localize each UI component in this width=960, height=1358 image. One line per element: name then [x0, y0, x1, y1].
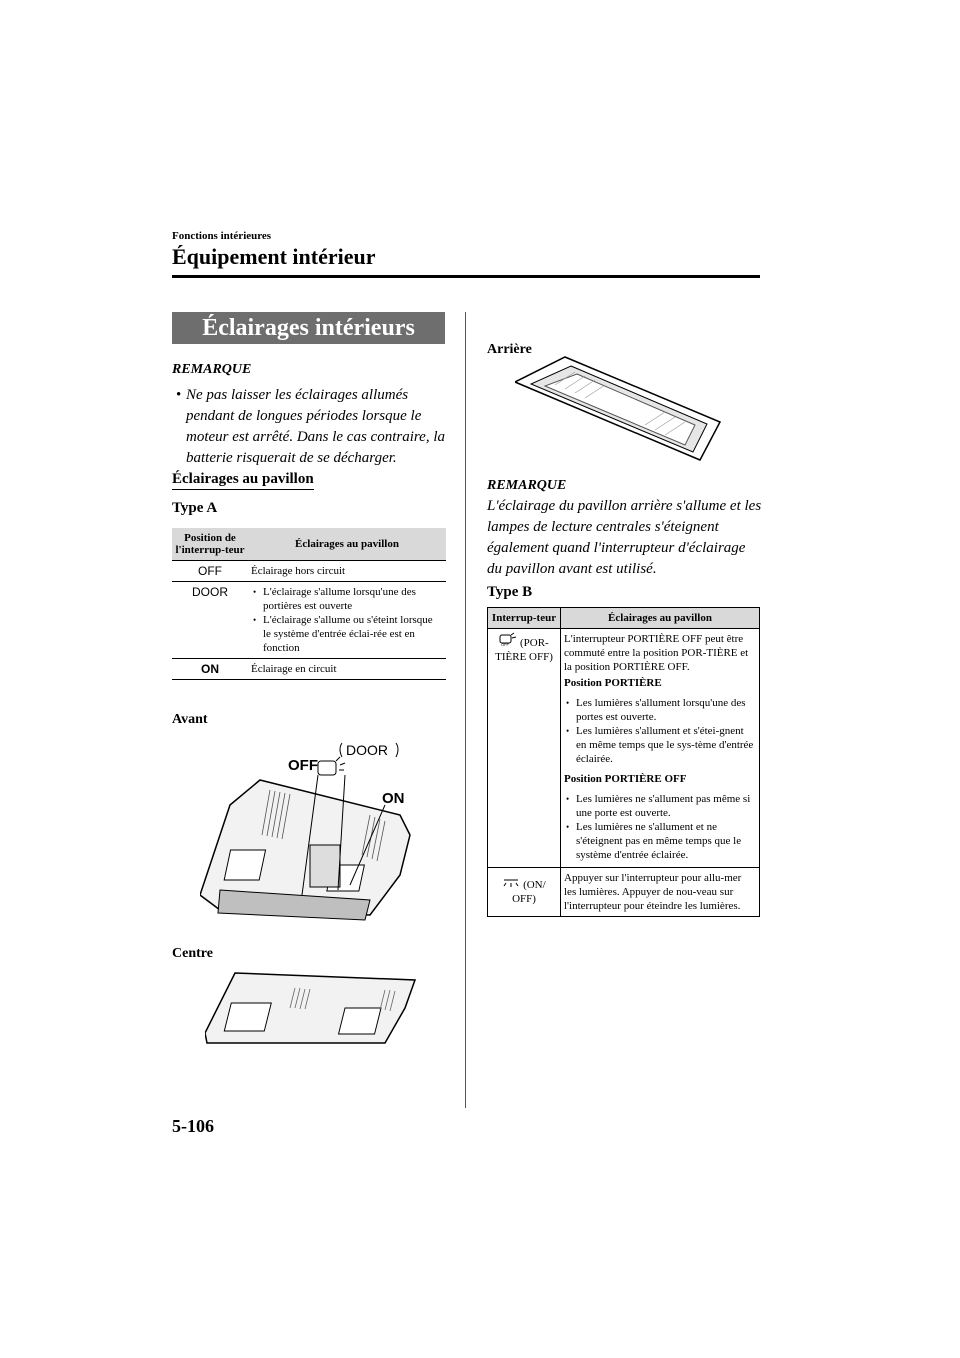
label-off: OFF [288, 757, 318, 774]
type-b-table [487, 607, 760, 917]
section-banner: Éclairages intérieurs [172, 312, 445, 344]
list-item: • L'éclairage s'allume ou s'éteint lorsque le système d'entrée éclai-rée est en fonction [251, 613, 443, 655]
pos-on-off-label: (ON/ OFF) [512, 879, 546, 905]
page-title: Équipement intérieur [172, 244, 376, 269]
table-row [488, 868, 760, 917]
col-header-position: Position de l'interrup-teur [172, 528, 248, 561]
note-text: • Ne pas laisser les éclairages allumés pendant de longues périodes lorsque le moteur est arrêté. Dans le cas contraire, la batterie risquerait de se décharger. [176, 387, 445, 466]
desc-off: Éclairage hors circuit [248, 561, 446, 582]
header-rule [172, 275, 760, 278]
ceiling-heading: Éclairages au pavillon [172, 471, 314, 490]
label-on: ON [382, 790, 405, 807]
section-label: Fonctions intérieures [172, 230, 272, 242]
desc-door-off [561, 629, 760, 868]
pos-on-off [488, 868, 561, 917]
center-light-illustration [205, 968, 420, 1053]
type-b-label: Type B [487, 584, 533, 600]
list-item: • Les lumières ne s'allument pas même si une porte est ouverte. [564, 792, 756, 820]
col-header-lights: Éclairages au pavillon [561, 608, 760, 629]
front-light-illustration [200, 735, 440, 935]
pos-on: ON [172, 659, 248, 680]
note-body: Ne pas laisser les éclairages allumés pendant de longues périodes lorsque le moteur est arrêté. Dans le cas contraire, la batterie risquerait de se décharger. [186, 387, 445, 466]
col-header-lights: Éclairages au pavillon [248, 528, 446, 561]
desc-on: Éclairage en circuit [248, 659, 446, 680]
table-row [488, 629, 760, 868]
subheading-door-off: Position PORTIÈRE OFF [564, 773, 687, 785]
note2-label: REMARQUE [487, 478, 567, 493]
intro-text: L'interrupteur PORTIÈRE OFF peut être commuté entre la position POR-TIÈRE et la position PORTIÈRE OFF. [564, 633, 749, 673]
on-off-icon [502, 879, 523, 891]
list-item: • Les lumières s'allument lorsqu'une des portes est ouverte. [564, 696, 756, 724]
table-row [172, 561, 446, 582]
list-item: • Les lumières ne s'allument et ne s'éteignent pas en même temps que le système d'entrée éclairée. [564, 820, 756, 862]
svg-text:OFF: OFF [501, 642, 510, 646]
pos-door: DOOR [172, 582, 248, 659]
table-row [172, 659, 446, 680]
col-header-switch: Interrup-teur [488, 608, 561, 629]
caption-rear: Arrière [487, 342, 532, 357]
type-a-table [172, 528, 446, 680]
table-row [172, 582, 446, 659]
pos-door-off-label: (POR-TIÈRE OFF) [495, 637, 553, 663]
desc-door [248, 582, 446, 659]
pos-off: OFF [172, 561, 248, 582]
list-item: • L'éclairage s'allume lorsqu'une des portières est ouverte [251, 585, 443, 613]
type-a-label: Type A [172, 500, 218, 516]
pos-door-off [488, 629, 561, 868]
page-number: 5-106 [172, 1116, 214, 1136]
list-item: • Les lumières s'allument et s'étei-gnent en même temps que le sys-tème d'entrée éclairée. [564, 724, 756, 766]
caption-center: Centre [172, 946, 213, 961]
column-divider [465, 312, 466, 1108]
rear-light-illustration [515, 352, 725, 467]
desc-on-off: Appuyer sur l'interrupteur pour allu-mer les lumières. Appuyer de nou-veau sur l'interrupteur pour éteindre les lumières. [561, 868, 760, 917]
door-off-icon [499, 637, 520, 649]
note2-text: L'éclairage du pavillon arrière s'allume et les lampes de lecture centrales s'éteignent également quand l'interrupteur d'éclairage du pavillon avant est utilisé. [487, 498, 762, 577]
label-door: DOOR [346, 742, 388, 758]
subheading-door: Position PORTIÈRE [564, 677, 662, 689]
note-label: REMARQUE [172, 362, 252, 377]
caption-front: Avant [172, 712, 208, 727]
